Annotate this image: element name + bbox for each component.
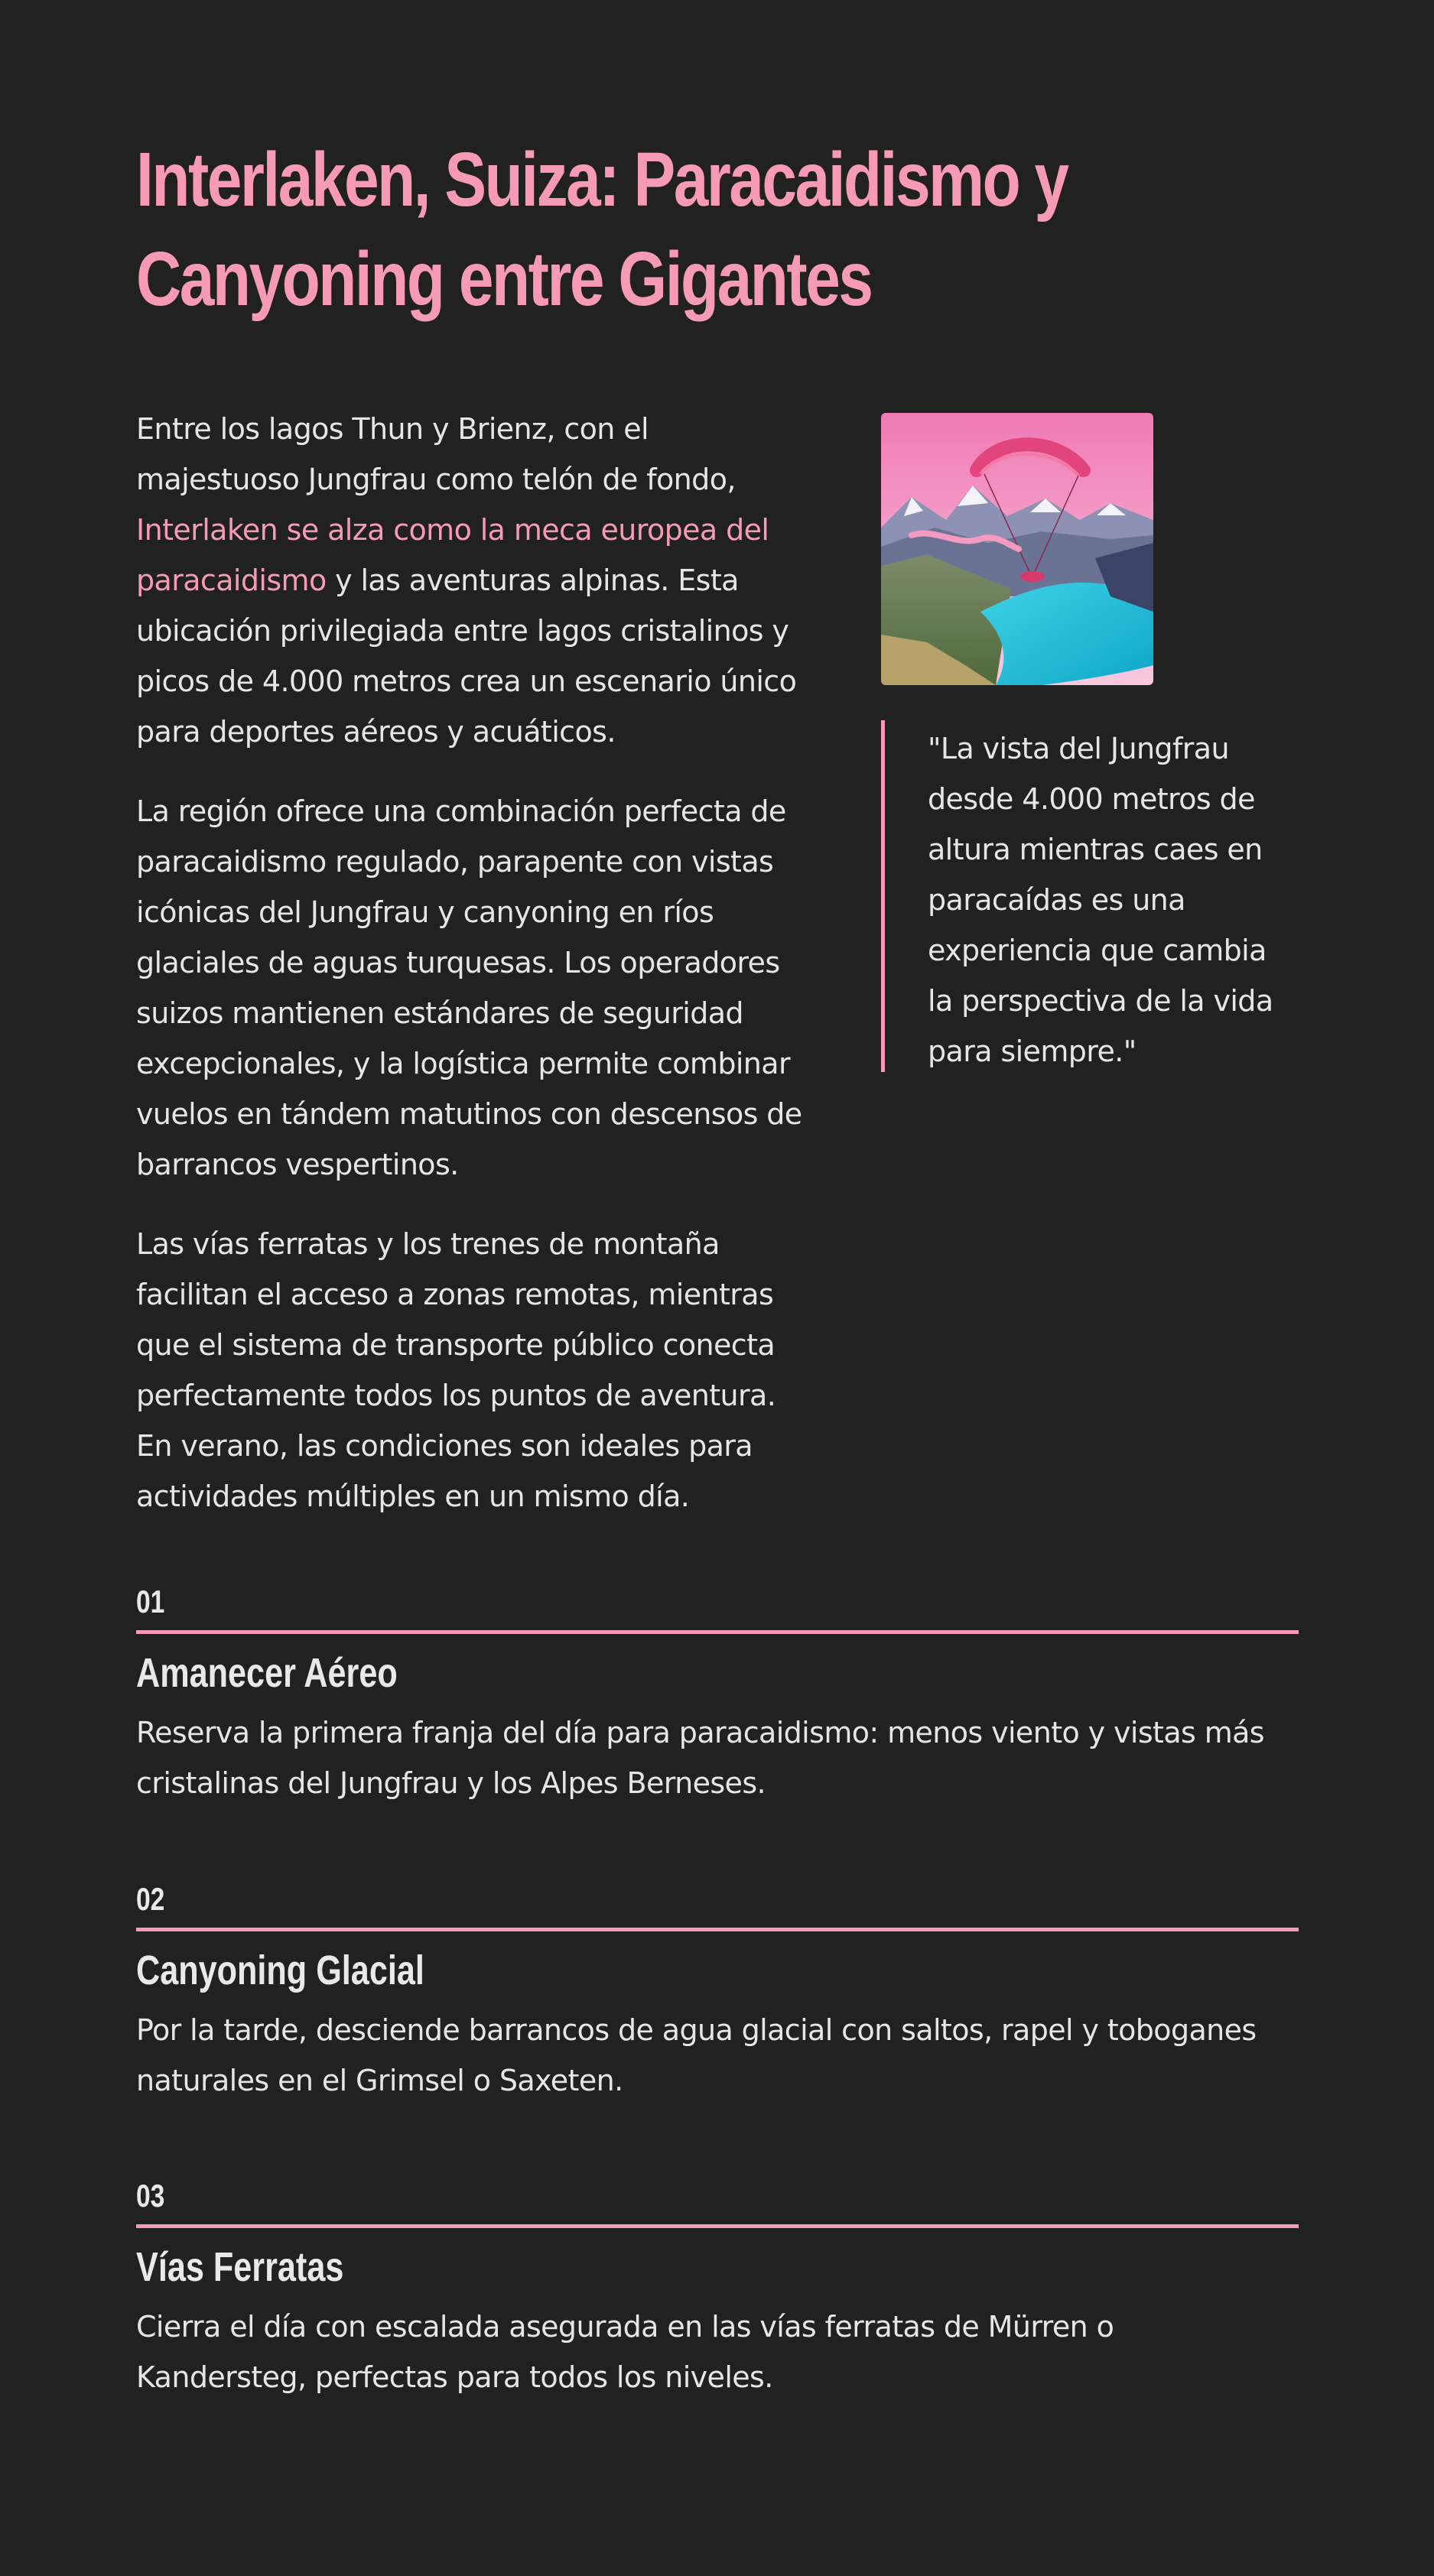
step-number: 01 [136, 1584, 165, 1619]
step-02 [136, 1880, 1299, 2106]
step-01 [136, 1583, 1299, 1808]
intro-paragraph-3: Las vías ferratas y los trenes de montaña facilitan el acceso a zonas remotas, mientras que el sistema de transporte público conecta perfectamente todos los puntos de aventura. En verano, las condiciones son ideales para actividades múltiples en un mismo día. [136, 1227, 776, 1513]
step-divider [136, 1928, 1299, 1931]
step-divider [136, 1630, 1299, 1634]
sidebar [881, 413, 1299, 1072]
intro-highlight: Interlaken se alza como la meca europea del paracaidismo [136, 513, 769, 597]
intro-text-start: Entre los lagos Thun y Brienz, con el majestuoso Jungfrau como telón de fondo, [136, 412, 736, 496]
intro-column [136, 404, 809, 1551]
step-number: 02 [136, 1881, 165, 1917]
step-heading: Amanecer Aéreo [136, 1650, 398, 1696]
step-heading: Vías Ferratas [136, 2244, 344, 2290]
pull-quote-text: "La vista del Jungfrau desde 4.000 metros de altura mientras caes en paracaídas es una experiencia que cambia la perspectiva de la vida para siempre." [928, 732, 1273, 1068]
step-divider [136, 2224, 1299, 2228]
step-heading: Canyoning Glacial [136, 1947, 424, 1993]
step-description: Cierra el día con escalada asegurada en las vías ferratas de Mürren o Kandersteg, perfectas para todos los niveles. [136, 2310, 1114, 2394]
intro-paragraph-1 [136, 404, 809, 757]
step-description: Reserva la primera franja del día para paracaidismo: menos viento y vistas más cristalinas del Jungfrau y los Alpes Berneses. [136, 1716, 1265, 1800]
pull-quote [881, 720, 1299, 1072]
page-title: Interlaken, Suiza: Paracaidismo y Canyoning entre Gigantes [136, 137, 1068, 322]
paragliding-photo [881, 413, 1153, 685]
step-03 [136, 2177, 1299, 2402]
intro-text-end: y las aventuras alpinas. Esta ubicación privilegiada entre lagos cristalinos y picos de 4.000 metros crea un escenario único para deportes aéreos y acuáticos. [136, 564, 797, 749]
step-number: 03 [136, 2178, 165, 2214]
intro-paragraph-2: La región ofrece una combinación perfecta de paracaidismo regulado, parapente con vistas icónicas del Jungfrau y canyoning en ríos glaciales de aguas turquesas. Los operadores suizos mantienen estándares de seguridad excepcionales, y la logística permite combinar vuelos en tándem matutinos con descensos de barrancos vespertinos. [136, 794, 802, 1181]
step-description: Por la tarde, desciende barrancos de agua glacial con saltos, rapel y toboganes naturales en el Grimsel o Saxeten. [136, 2013, 1257, 2097]
